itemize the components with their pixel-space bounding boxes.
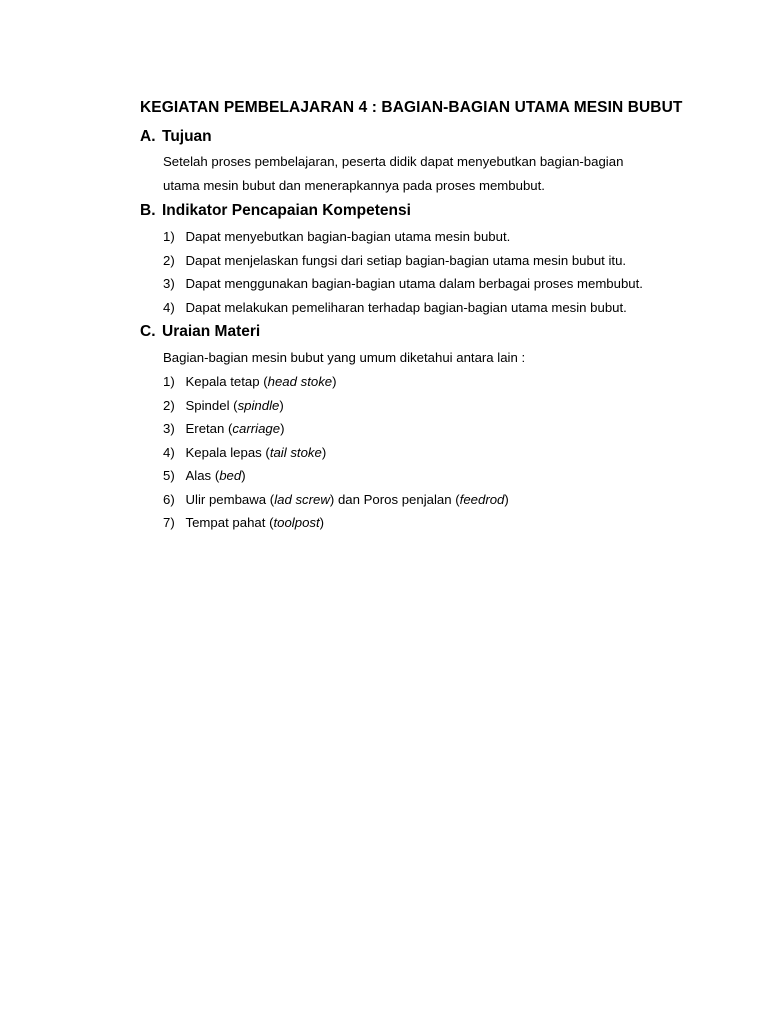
english-term: head stoke: [267, 374, 333, 389]
list-text: Tempat pahat (: [185, 515, 274, 530]
section-c-intro: Bagian-bagian mesin bubut yang umum diketahui antara lain :: [163, 350, 526, 365]
english-term: carriage: [232, 421, 281, 436]
list-item: [163, 370, 509, 394]
list-text: ): [504, 491, 509, 507]
section-c-title: Uraian Materi: [162, 323, 261, 340]
machine-parts-list: [163, 370, 509, 535]
section-a-paragraph: [163, 150, 623, 197]
list-text: Ulir pembawa (: [185, 491, 275, 507]
english-term: spindle: [237, 397, 280, 413]
section-b-title: Indikator Pencapaian Kompetensi: [162, 202, 411, 219]
section-a-letter: A.: [140, 128, 156, 145]
list-text: Spindel (: [185, 397, 238, 413]
list-number: 2): [163, 397, 175, 413]
list-number: 6): [163, 491, 175, 507]
list-item: [163, 417, 509, 441]
list-number: 4): [163, 444, 175, 460]
list-text: Dapat melakukan pemeliharan terhadap bagian-bagian utama mesin bubut.: [185, 299, 627, 315]
list-text: Alas (: [185, 468, 220, 483]
section-c-heading: [140, 323, 260, 341]
list-text: ): [332, 374, 337, 389]
english-term: feedrod: [459, 491, 505, 507]
list-item: [163, 441, 509, 465]
english-term: toolpost: [273, 515, 320, 530]
list-text: ): [321, 444, 327, 460]
list-text: Dapat menjelaskan fungsi dari setiap bagian-bagian utama mesin bubut itu.: [185, 252, 627, 268]
indicator-list: [163, 225, 643, 319]
paragraph-line: utama mesin bubut dan menerapkannya pada proses membubut.: [163, 177, 545, 193]
list-item: [163, 272, 643, 296]
list-text: Dapat menggunakan bagian-bagian utama dalam berbagai proses membubut.: [185, 276, 643, 291]
english-term: lad screw: [274, 491, 330, 507]
list-text: Dapat menyebutkan bagian-bagian utama mesin bubut.: [185, 229, 511, 244]
list-number: 3): [163, 276, 175, 291]
list-number: 7): [163, 515, 175, 530]
list-text: Eretan (: [185, 421, 233, 436]
list-item: [163, 464, 509, 488]
list-text: ): [241, 468, 246, 483]
list-number: 1): [163, 229, 175, 244]
list-text: ): [279, 397, 284, 413]
list-item: [163, 296, 643, 320]
section-b-letter: B.: [140, 202, 156, 219]
list-text: Kepala lepas (: [185, 444, 270, 460]
list-number: 5): [163, 468, 175, 483]
list-text: Kepala tetap (: [185, 374, 268, 389]
document-title: KEGIATAN PEMBELAJARAN 4 : BAGIAN-BAGIAN UTAMA MESIN BUBUT: [140, 99, 683, 116]
list-text: ): [280, 421, 285, 436]
english-term: tail stoke: [269, 444, 322, 460]
list-item: [163, 488, 509, 512]
list-item: [163, 225, 643, 249]
list-number: 3): [163, 421, 175, 436]
list-item: [163, 249, 643, 273]
english-term: bed: [219, 468, 242, 483]
paragraph-line: Setelah proses pembelajaran, peserta didik dapat menyebutkan bagian-bagian: [163, 154, 624, 169]
list-number: 2): [163, 252, 175, 268]
list-item: [163, 511, 509, 535]
section-a-title: Tujuan: [162, 128, 212, 145]
list-text: ): [319, 515, 325, 530]
list-text: ) dan Poros penjalan (: [329, 491, 460, 507]
list-number: 4): [163, 299, 175, 315]
section-a-heading: [140, 128, 212, 146]
section-b-heading: [140, 202, 411, 220]
section-c-letter: C.: [140, 323, 156, 340]
list-number: 1): [163, 374, 175, 389]
list-item: [163, 394, 509, 418]
